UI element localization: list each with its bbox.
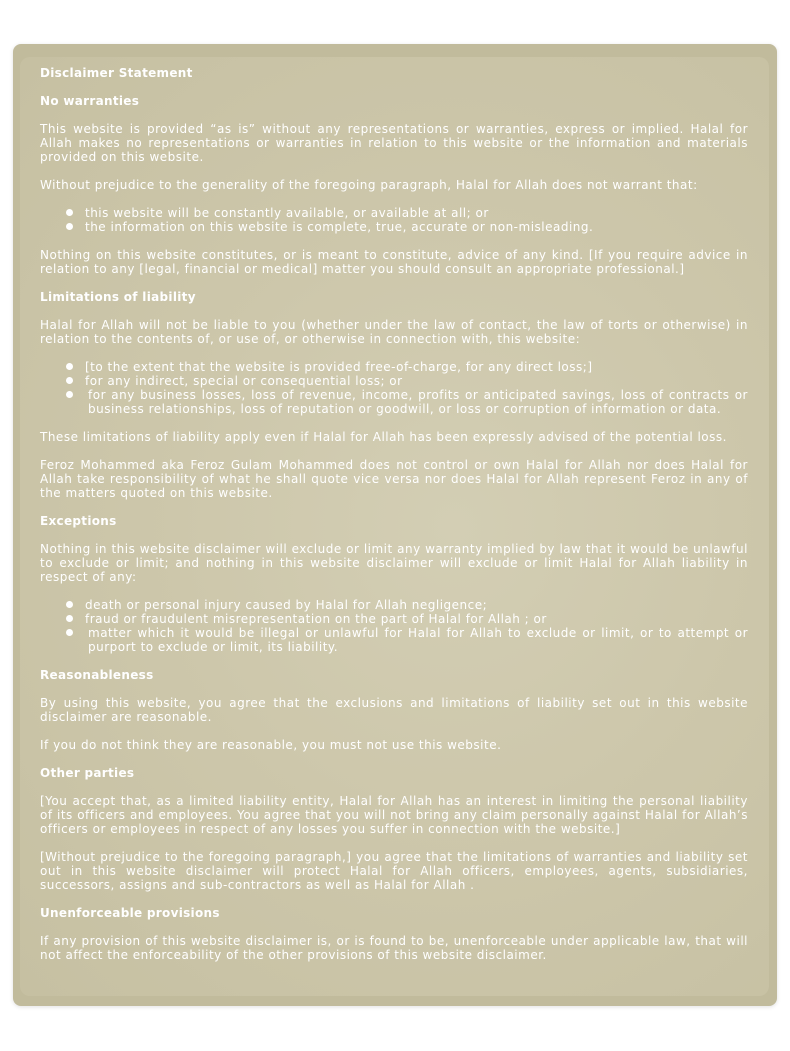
list-item: the information on this website is complete, true, accurate or non-misleading.: [66, 220, 748, 234]
paragraph: [You accept that, as a limited liability entity, Halal for Allah has an interest in limiting the personal liability of its officers and employees. You agree that you will not bring any claim personally against Halal for Allah’s officers or employees in respect of any losses you suffer in connection with the website.]: [40, 794, 748, 836]
paragraph: By using this website, you agree that the exclusions and limitations of liability set out in this website disclaimer are reasonable.: [40, 696, 748, 724]
bullet-icon: [66, 377, 73, 384]
bullet-list: [40, 360, 748, 416]
list-item: death or personal injury caused by Halal for Allah negligence;: [66, 598, 748, 612]
paragraph: These limitations of liability apply even if Halal for Allah has been expressly advised of the potential loss.: [40, 430, 727, 444]
bullet-icon: [66, 615, 73, 622]
heading-other-parties: Other parties: [40, 766, 135, 780]
list-item: this website will be constantly available, or available at all; or: [66, 206, 748, 220]
list-item: [to the extent that the website is provided free-of-charge, for any direct loss;]: [66, 360, 748, 374]
list-item: matter which it would be illegal or unlawful for Halal for Allah to exclude or limit, or to attempt or purport to exclude or limit, its liability.: [66, 626, 748, 654]
heading-limitations: Limitations of liability: [40, 290, 196, 304]
bullet-icon: [66, 391, 73, 398]
paragraph: Halal for Allah will not be liable to you (whether under the law of contact, the law of torts or otherwise) in relation to the contents of, or use of, or otherwise in connection with, this website:: [40, 318, 748, 346]
content-inner: [20, 57, 769, 996]
page-title: Disclaimer Statement: [40, 66, 193, 80]
list-item: for any indirect, special or consequential loss; or: [66, 374, 748, 388]
paragraph: If you do not think they are reasonable, you must not use this website.: [40, 738, 502, 752]
paragraph: This website is provided “as is” without any representations or warranties, express or implied. Halal for Allah makes no representations or warranties in relation to this website or the information and materials provided on this website.: [40, 122, 748, 164]
bullet-list: [40, 206, 748, 234]
content-panel: [13, 44, 777, 1006]
heading-no-warranties: No warranties: [40, 94, 140, 108]
paragraph: [Without prejudice to the foregoing paragraph,] you agree that the limitations of warranties and liability set out in this website disclaimer will protect Halal for Allah officers, employees, agents, subsidiaries, successors, assigns and sub-contractors as well as Halal for Allah .: [40, 850, 748, 892]
heading-reasonableness: Reasonableness: [40, 668, 154, 682]
paragraph: Nothing in this website disclaimer will exclude or limit any warranty implied by law that it would be unlawful to exclude or limit; and nothing in this website disclaimer will exclude or limit Halal for Allah liability in respect of any:: [40, 542, 748, 584]
bullet-icon: [66, 209, 73, 216]
heading-unenforceable: Unenforceable provisions: [40, 906, 220, 920]
list-item: for any business losses, loss of revenue, income, profits or anticipated savings, loss of contracts or business relationships, loss of reputation or goodwill, or loss or corruption of information or data.: [66, 388, 748, 416]
bullet-icon: [66, 601, 73, 608]
bullet-icon: [66, 223, 73, 230]
paragraph: If any provision of this website disclaimer is, or is found to be, unenforceable under applicable law, that will not affect the enforceability of the other provisions of this website disclaimer.: [40, 934, 748, 962]
bullet-list: [40, 598, 748, 654]
paragraph: Feroz Mohammed aka Feroz Gulam Mohammed does not control or own Halal for Allah nor does Halal for Allah take responsibility of what he shall quote vice versa nor does Halal for Allah represent Feroz in any of the matters quoted on this website.: [40, 458, 748, 500]
list-item: fraud or fraudulent misrepresentation on the part of Halal for Allah ; or: [66, 612, 748, 626]
heading-exceptions: Exceptions: [40, 514, 117, 528]
paragraph: Nothing on this website constitutes, or is meant to constitute, advice of any kind. [If you require advice in relation to any [legal, financial or medical] matter you should consult an appropriate professional.]: [40, 248, 748, 276]
disclaimer-content: [40, 66, 748, 962]
bullet-icon: [66, 629, 73, 636]
bullet-icon: [66, 363, 73, 370]
paragraph: Without prejudice to the generality of the foregoing paragraph, Halal for Allah does not warrant that:: [40, 178, 698, 192]
